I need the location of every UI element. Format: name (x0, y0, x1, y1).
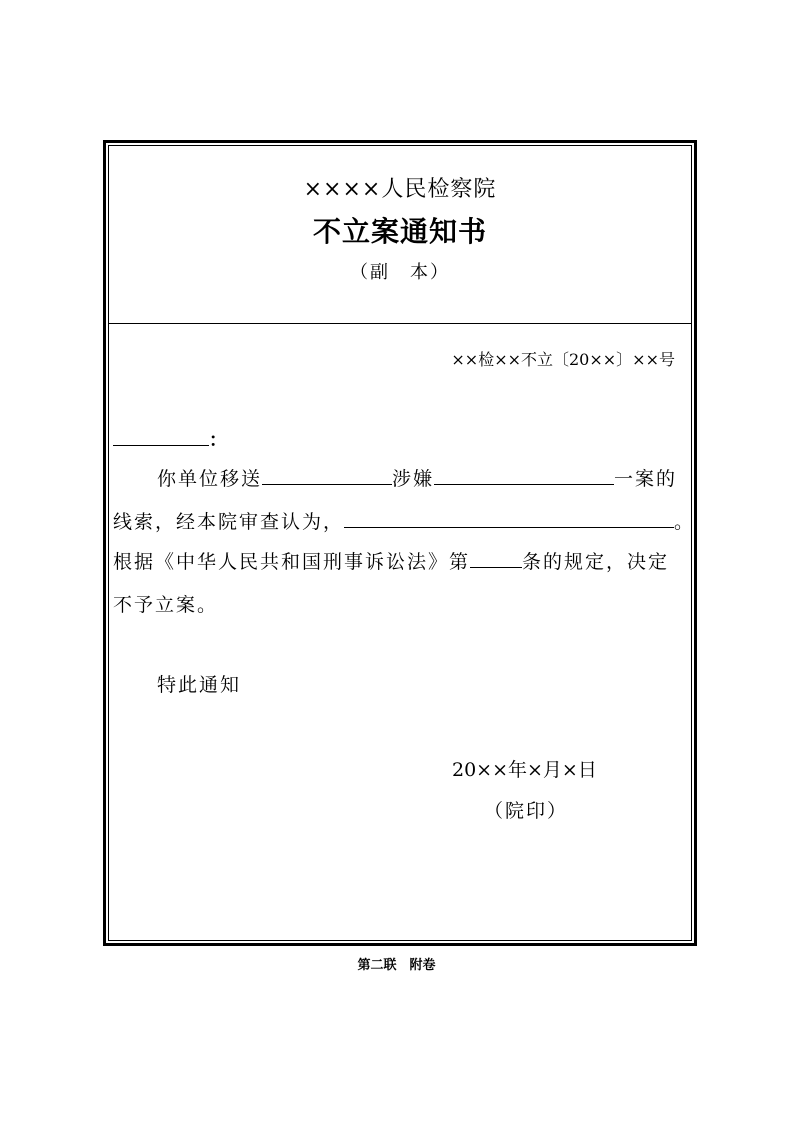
issue-date: 20××年×月×日 (452, 759, 597, 781)
body-line-1 (157, 463, 677, 491)
header-divider (108, 323, 692, 324)
body-line-3 (113, 546, 669, 574)
addressee-line (113, 425, 227, 452)
body-text: 涉嫌 (392, 467, 435, 490)
body-text: 根据《中华人民共和国刑事诉讼法》第 (113, 550, 471, 573)
article-number-blank[interactable] (470, 546, 522, 568)
suspected-offense-blank[interactable] (434, 463, 614, 485)
body-text: 条的规定，决定 (522, 550, 670, 573)
addressee-colon: ： (209, 429, 227, 451)
procuratorate-name: ××××人民检察院 (303, 177, 497, 202)
body-text: 一案的 (614, 467, 678, 490)
body-text: 。 (674, 510, 696, 533)
body-line-2 (113, 506, 695, 534)
body-text: 你单位移送 (157, 467, 263, 490)
addressee-blank[interactable] (113, 425, 209, 446)
body-line-4: 不予立案。 (113, 594, 219, 616)
review-opinion-blank[interactable] (344, 506, 674, 528)
transferring-unit-blank[interactable] (262, 463, 392, 485)
seal-placeholder: （院印） (484, 800, 569, 822)
document-number: ××检××不立〔20××〕××号 (451, 350, 675, 369)
copy-footer-label: 第二联 附卷 (357, 958, 436, 973)
copy-type-label: （副 本） (350, 262, 450, 283)
body-text: 线索，经本院审查认为， (113, 510, 345, 533)
document-title: 不立案通知书 (312, 215, 487, 248)
closing-phrase: 特此通知 (157, 674, 242, 696)
